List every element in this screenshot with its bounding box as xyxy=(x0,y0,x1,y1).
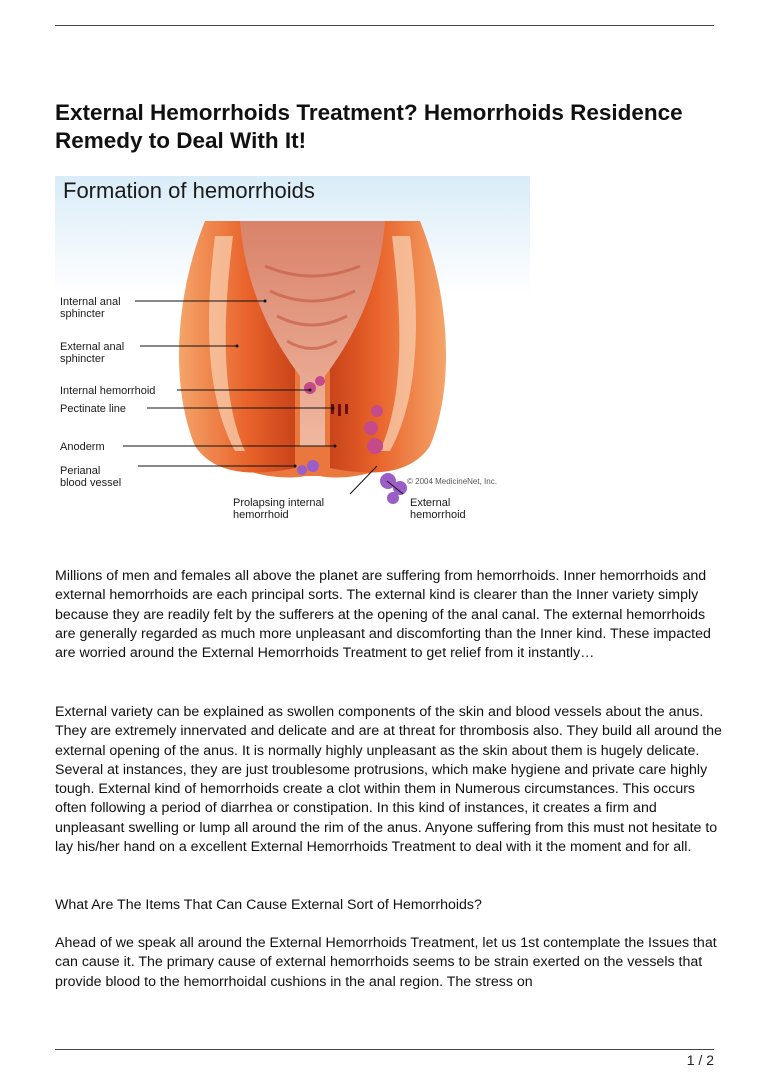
page-title: External Hemorrhoids Treatment? Hemorrhoids Residence Remedy to Deal With It! xyxy=(55,100,683,153)
page-number: 1 / 2 xyxy=(686,1052,714,1068)
label-anoderm: Anoderm xyxy=(60,441,105,453)
top-rule xyxy=(55,25,714,26)
label-pectinate-line: Pectinate line xyxy=(60,403,127,415)
figure-copyright: © 2004 MedicineNet, Inc. xyxy=(407,477,497,486)
label-prolapsing-2: hemorrhoid xyxy=(233,509,289,521)
paragraph-description: External variety can be explained as swollen components of the skin and blood vessels about the anus. They are extremely innervated and delicate and are at threat for thrombosis also. They build all around the external opening of the anus. It is normally highly unpleasant as the skin about them is hugely delicate. Several at instances, they are just troublesome protrusions, which make hygiene and private care highly tough. External kind of hemorrhoids create a clot within them in Numerous circumstances. This occurs often following a period of diarrhea or constipation. In this kind of instances, it creates a firm and unpleasant swelling or lump all around the rim of the anus. Anyone suffering from this must not hesitate to lay his/her hand on a excellent External Hemorrhoids Treatment to deal with it the moment and for all. xyxy=(55,704,722,856)
figure-heading: Formation of hemorrhoids xyxy=(63,178,315,203)
paragraph-intro: Millions of men and females all above the planet are suffering from hemorrhoids. Inner hemorrhoids and external hemorrhoids are each principal sorts. The external kind is clearer than the Inner variety simply because they are readily felt by the sufferers at the opening of the anal canal. The external hemorrhoids are generally regarded as much more unpleasant and discomforting than the Inner kind. These impacted are worried around the External Hemorrhoids Treatment to get relief from it instantly… xyxy=(55,568,711,662)
anatomy-illustration xyxy=(179,221,446,504)
label-perianal-1: Perianal xyxy=(60,465,101,477)
paragraph-question: What Are The Items That Can Cause External Sort of Hemorrhoids? xyxy=(55,897,482,913)
hemorrhoid-diagram xyxy=(55,176,530,526)
label-internal-hemorrhoid: Internal hemorrhoid xyxy=(60,385,156,397)
label-prolapsing-1: Prolapsing internal xyxy=(233,497,325,509)
paragraph-causes: Ahead of we speak all around the External Hemorrhoids Treatment, let us 1st contemplate the Issues that can cause it. The primary cause of external hemorrhoids seems to be strain exerted on the vessels that provide blood to the hemorrhoidal cushions in the anal region. The stress on xyxy=(55,935,717,990)
label-internal-anal-sphincter-1: Internal anal xyxy=(60,296,121,308)
label-external-anal-sphincter-2: sphincter xyxy=(60,353,105,365)
label-perianal-2: blood vessel xyxy=(60,477,122,489)
label-external-hemorrhoid-1: External xyxy=(410,497,451,509)
bottom-rule xyxy=(55,1049,714,1050)
label-internal-anal-sphincter-2: sphincter xyxy=(60,308,105,320)
label-external-hemorrhoid-2: hemorrhoid xyxy=(410,509,466,521)
label-external-anal-sphincter-1: External anal xyxy=(60,341,125,353)
